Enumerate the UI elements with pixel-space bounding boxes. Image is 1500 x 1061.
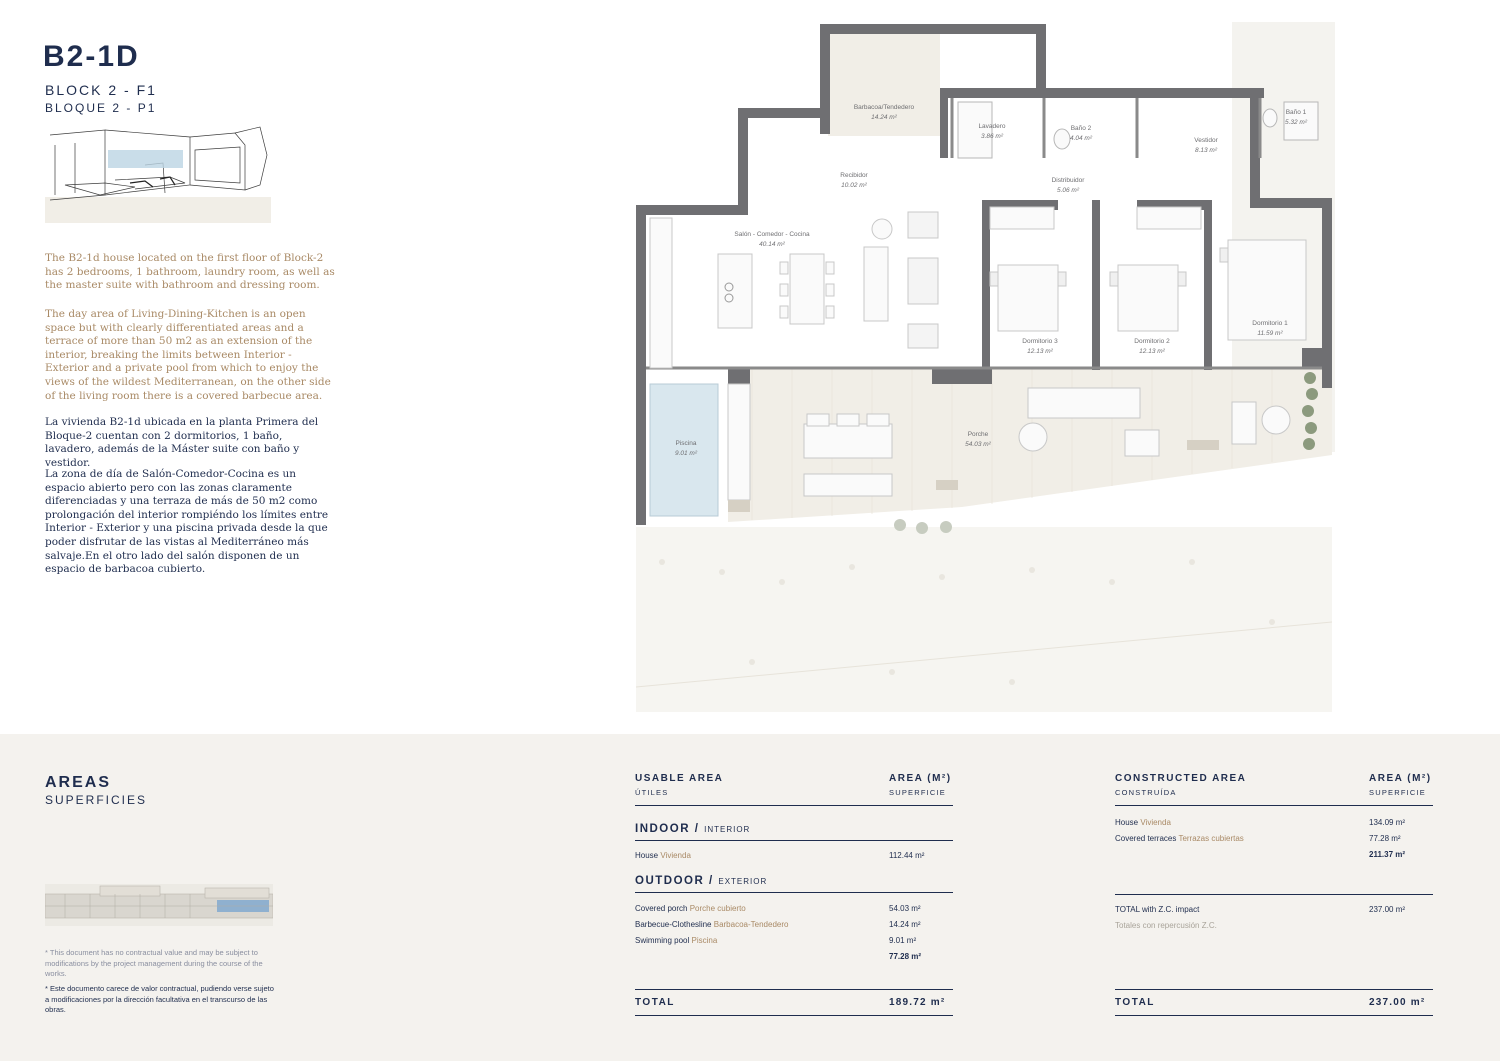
divider <box>635 1015 953 1016</box>
outdoor-subtotal: 77.28 m² <box>889 952 922 961</box>
description-en-2: The day area of Living-Dining-Kitchen is an open space but with clearly differentiated areas and a terrace of more than 50 m2 as an extension of the interior, breaking the limits between Interior - Exterior and a private pool from which to enjoy the views of the wildest Mediterranean, on the other side of the living room there is a covered barbecue area. <box>45 308 331 402</box>
constructed-header-es: CONSTRUÍDA <box>1115 788 1177 797</box>
outdoor-row-barbecue: Barbecue-Clothesline Barbacoa-Tendedero <box>635 920 789 929</box>
constructed-row-terraces: Covered terraces Terrazas cubiertas <box>1115 834 1244 843</box>
outdoor-row-porch-value: 54.03 m² <box>889 904 921 913</box>
description-es-2: La zona de día de Salón-Comedor-Cocina es un espacio abierto pero con las zonas claramente diferenciadas y una terraza de más de 50 m2 como prolongación del interior rompiéndo los límites entre Interior - Exterior y una piscina privada desde la que poder disfrutar de las vistas al Mediterráneo más salvaje.En el otro lado del salón disponen de un espacio de barbacoa cubierto. <box>45 468 329 576</box>
room-label: Barbacoa/Tendedero <box>853 104 915 111</box>
areas-panel <box>0 734 1500 1061</box>
divider <box>1115 894 1433 895</box>
block-label-es: BLOQUE 2 - P1 <box>45 101 157 115</box>
room-area: 4.04 m² <box>1069 135 1093 142</box>
constructed-row-house: House Vivienda <box>1115 818 1171 827</box>
room-area: 8.13 m² <box>1194 147 1218 154</box>
interior-sketch-image <box>45 125 271 223</box>
usable-total-label: TOTAL <box>635 997 675 1008</box>
outdoor-row-pool: Swimming pool Piscina <box>635 936 718 945</box>
area-header-es: SUPERFICIE <box>889 788 947 797</box>
indoor-row-house-value: 112.44 m² <box>889 851 925 860</box>
block-label-en: BLOCK 2 - F1 <box>45 82 157 98</box>
constructed-row-terraces-value: 77.28 m² <box>1369 834 1401 843</box>
room-label: Dormitorio 2 <box>1134 338 1170 345</box>
constructed-total-label: TOTAL <box>1115 997 1155 1008</box>
usable-header: USABLE AREA <box>635 773 724 784</box>
usable-total-value: 189.72 m² <box>889 997 946 1008</box>
divider <box>1115 805 1433 806</box>
room-area: 10.02 m² <box>841 182 867 189</box>
area-header: AREA (M²) <box>1369 773 1432 784</box>
zc-total-label-es: Totales con repercusión Z.C. <box>1115 921 1217 930</box>
constructed-subtotal: 211.37 m² <box>1369 850 1406 859</box>
constructed-header: CONSTRUCTED AREA <box>1115 773 1247 784</box>
description-en-1: The B2-1d house located on the first floor of Block-2 has 2 bedrooms, 1 bathroom, laundry room, as well as the master suite with bathroom and dressing room. <box>45 252 335 292</box>
constructed-area-table <box>1115 734 1433 1061</box>
usable-header-es: ÚTILES <box>635 788 669 797</box>
floor-plan <box>632 22 1338 712</box>
room-area: 12.13 m² <box>1139 348 1165 355</box>
building-elevation-image <box>45 884 273 926</box>
divider <box>1115 989 1433 990</box>
constructed-row-house-value: 134.09 m² <box>1369 818 1406 827</box>
divider <box>635 805 953 806</box>
description-es-1: La vivienda B2-1d ubicada en la planta Primera del Bloque-2 cuentan con 2 dormitorios, 1 baño, lavadero, además de la Máster suite con baño y vestidor. <box>45 416 319 469</box>
room-label: Dormitorio 3 <box>1022 338 1058 345</box>
zc-total-value: 237.00 m² <box>1369 905 1406 914</box>
disclaimer-es: * Este documento carece de valor contractual, pudiendo verse sujeto a modificaciones por la dirección facultativa en el transcurso de las obras. <box>45 984 274 1014</box>
room-label: Dormitorio 1 <box>1252 320 1288 327</box>
disclaimer-en: * This document has no contractual value and may be subject to modifications by the project management during the course of the works. <box>45 948 263 978</box>
room-label: Lavadero <box>978 123 1006 130</box>
divider <box>1115 1015 1433 1016</box>
unit-code: B2-1D <box>43 40 140 73</box>
room-label: Piscina <box>675 440 697 447</box>
room-label: Distribuidor <box>1051 177 1085 184</box>
room-area: 9.01 m² <box>674 450 698 457</box>
area-header: AREA (M²) <box>889 773 952 784</box>
indoor-heading: INDOOR / INTERIOR <box>635 823 751 835</box>
room-area: 5.32 m² <box>1284 119 1308 126</box>
room-label: Porche <box>967 431 989 438</box>
room-area: 54.03 m² <box>965 441 991 448</box>
area-header-es: SUPERFICIE <box>1369 788 1427 797</box>
divider <box>635 840 953 841</box>
outdoor-row-porch: Covered porch Porche cubierto <box>635 904 746 913</box>
room-area: 12.13 m² <box>1027 348 1053 355</box>
room-area: 14.24 m² <box>871 114 897 121</box>
usable-area-table <box>635 734 953 1061</box>
room-area: 40.14 m² <box>759 241 785 248</box>
outdoor-row-barbecue-value: 14.24 m² <box>889 920 921 929</box>
room-label: Recibidor <box>840 172 868 179</box>
room-area: 5.06 m² <box>1056 187 1080 194</box>
divider <box>635 989 953 990</box>
zc-total-label: TOTAL with Z.C. impact <box>1115 905 1200 914</box>
areas-title: AREAS <box>45 774 112 791</box>
outdoor-heading: OUTDOOR / EXTERIOR <box>635 875 768 887</box>
room-label: Vestidor <box>1194 137 1218 144</box>
room-label: Salón - Comedor - Cocina <box>734 231 810 238</box>
constructed-total-value: 237.00 m² <box>1369 997 1426 1008</box>
divider <box>635 892 953 893</box>
room-label: Baño 1 <box>1285 109 1307 116</box>
outdoor-row-pool-value: 9.01 m² <box>889 936 917 945</box>
indoor-row-house: House Vivienda <box>635 851 691 860</box>
room-area: 11.59 m² <box>1257 330 1283 337</box>
room-label: Baño 2 <box>1070 125 1092 132</box>
areas-subtitle: SUPERFICIES <box>45 793 148 807</box>
room-area: 3.86 m² <box>980 133 1004 140</box>
